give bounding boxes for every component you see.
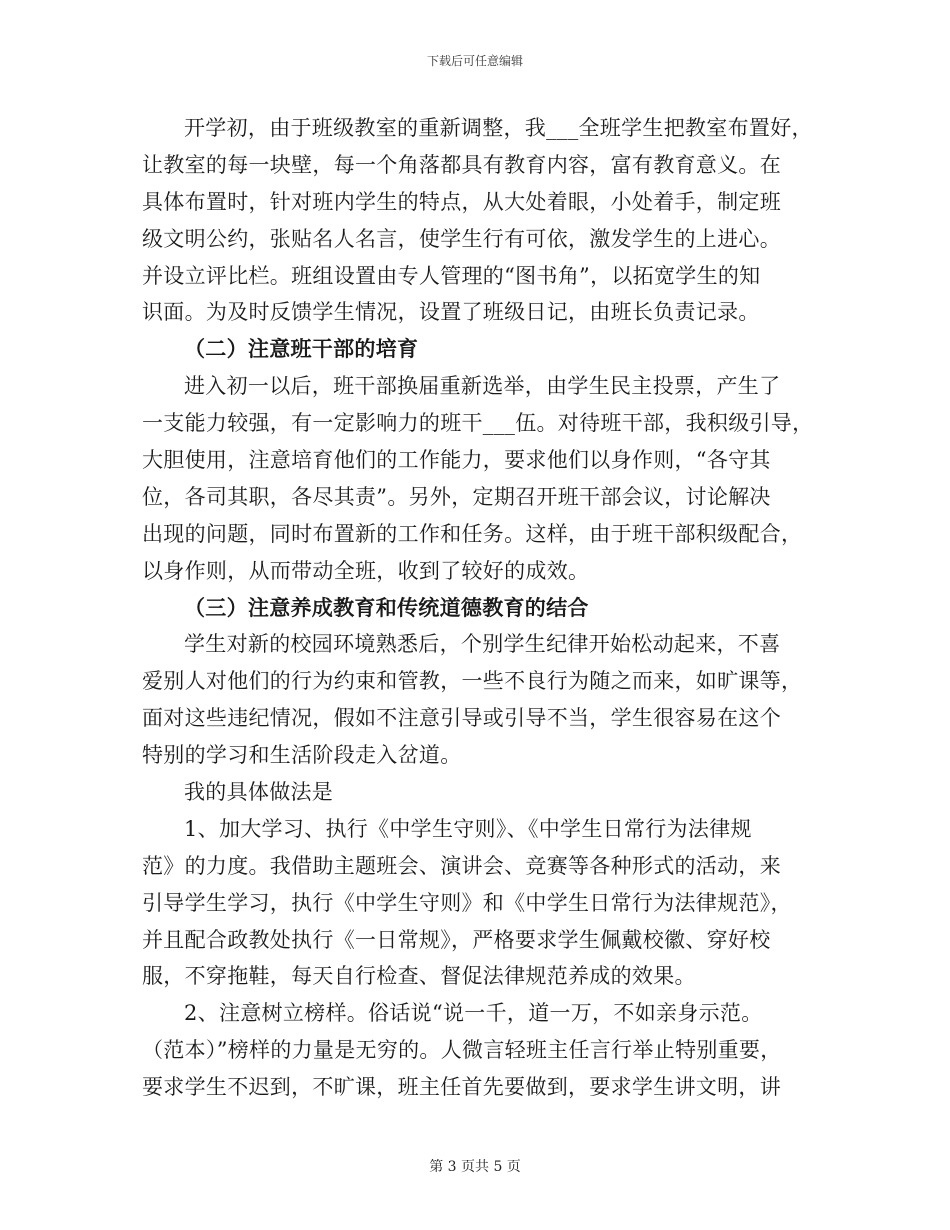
paragraph-line: 具体布置时，针对班内学生的特点，从大处着眼，小处着手，制定班 [142,189,781,214]
paragraph-line: 级文明公约，张贴名人名言，使学生行有可依，激发学生的上进心。 [142,226,781,251]
paragraph-line: 面对这些违纪情况，假如不注意引导或引导不当，学生很容易在这个 [142,706,781,731]
paragraph-line: 大胆使用，注意培育他们的工作能力，要求他们以身作则，“各守其 [142,448,771,473]
section-heading: （二）注意班干部的培育 [184,336,419,362]
paragraph-line: 并且配合政教处执行《一日常规》，严格要求学生佩戴校徽、穿好校 [142,927,771,952]
paragraph-line: 出现的问题，同时布置新的工作和任务。这样，由于班干部积级配合， [142,521,803,546]
paragraph-line: 学生对新的校园环境熟悉后，个别学生纪律开始松动起来，不喜 [184,632,781,657]
section-heading: （三）注意养成教育和传统道德教育的结合 [184,594,589,620]
paragraph-line: 识面。为及时反馈学生情况，设置了班级日记，由班长负责记录。 [142,300,760,325]
paragraph-line: 范》的力度。我借助主题班会、演讲会、竞赛等各种形式的活动，来 [142,853,781,878]
paragraph-line: 让教室的每一块壁，每一个角落都具有教育内容，富有教育意义。在 [142,152,781,177]
paragraph-line: 一支能力较强，有一定影响力的班干___伍。对待班干部，我积级引导， [142,411,814,436]
paragraph-line: 位，各司其职，各尽其责”。另外，定期召开班干部会议，讨论解决 [142,484,771,509]
paragraph-line: 特别的学习和生活阶段走入岔道。 [142,743,462,768]
paragraph-line: 开学初，由于班级教室的重新调整，我___全班学生把教室布置好， [184,116,813,140]
paragraph-line: 以身作则，从而带动全班，收到了较好的成效。 [142,558,590,583]
page-footer: 第 3 页共 5 页 [429,1159,521,1175]
paragraph-line: 我的具体做法是 [184,780,334,805]
paragraph-line: 要求学生不迟到，不旷课，班主任首先要做到，要求学生讲文明，讲 [142,1075,781,1100]
paragraph-line: 爱别人对他们的行为约束和管教，一些不良行为随之而来，如旷课等， [142,669,803,694]
paragraph-line: 引导学生学习，执行《中学生守则》和《中学生日常行为法律规范》， [142,890,792,915]
paragraph-line: 1、加大学习、执行《中学生守则》、《中学生日常行为法律规 [184,816,752,841]
page-header: 下载后可任意编辑 [426,54,523,68]
paragraph-line: 进入初一以后，班干部换届重新选举，由学生民主投票，产生了 [184,374,781,399]
document-body [142,110,822,1106]
paragraph-line: 2、注意树立榜样。俗话说“说一千，道一万，不如亲身示范。 [184,1001,763,1026]
paragraph-line: 并设立评比栏。班组设置由专人管理的“图书角”，以拓宽学生的知 [142,263,761,288]
paragraph-line: 服，不穿拖鞋，每天自行检查、督促法律规范养成的效果。 [142,964,696,989]
paragraph-line: （范本）”榜样的力量是无穷的。人微言轻班主任言行举止特别重要， [142,1038,782,1063]
